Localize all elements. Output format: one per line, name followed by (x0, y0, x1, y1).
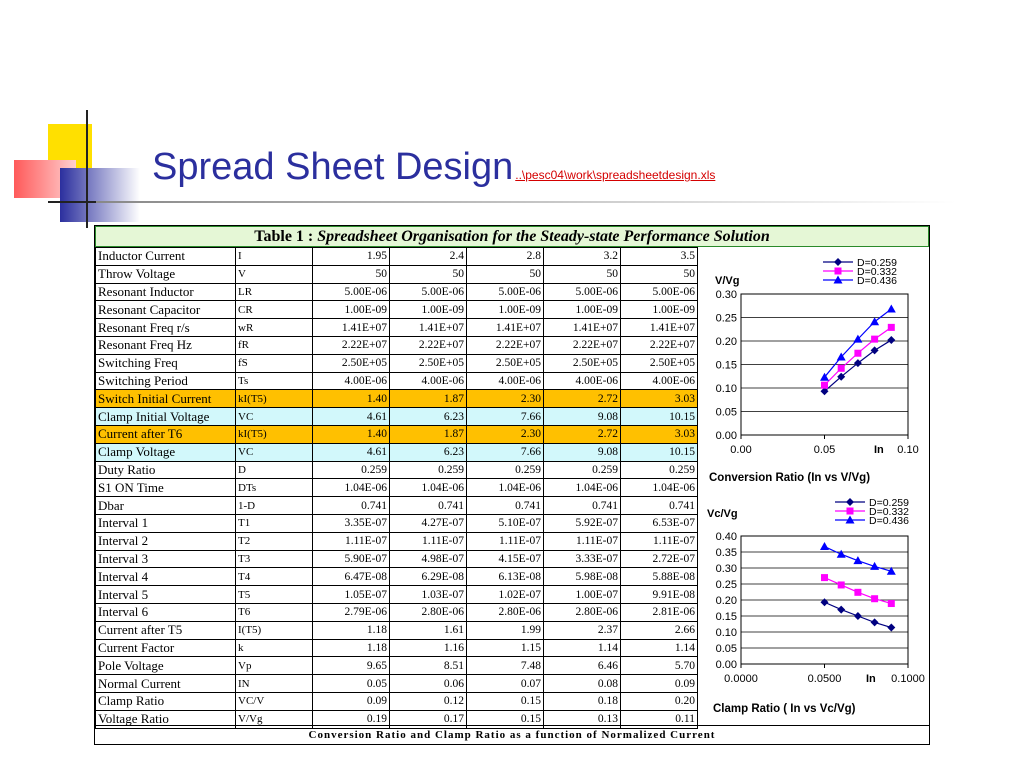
y-tick-label: 0.40 (715, 531, 737, 543)
value-cell[interactable]: 4.15E-07 (467, 550, 544, 568)
x-tick-label: 0.0000 (724, 673, 758, 685)
value-cell[interactable]: 3.33E-07 (544, 550, 621, 568)
value-cell[interactable]: 0.741 (544, 497, 621, 515)
y-tick-label: 0.20 (715, 336, 737, 348)
value-cell[interactable]: 0.19 (313, 710, 390, 728)
row-symbol[interactable]: IN (236, 675, 313, 693)
value-cell[interactable]: 1.00E-09 (621, 301, 698, 319)
value-cell[interactable]: 2.50E+05 (467, 354, 544, 372)
x-tick-label: 0.0500 (807, 673, 842, 685)
legend-marker (846, 498, 854, 506)
row-label[interactable]: Clamp Voltage (96, 443, 236, 461)
row-symbol[interactable]: kI(T5) (236, 390, 313, 408)
value-cell[interactable]: 5.88E-08 (621, 568, 698, 586)
value-cell[interactable]: 0.259 (390, 461, 467, 479)
legend-entry: D=0.259 (869, 497, 909, 509)
value-cell[interactable]: 6.47E-08 (313, 568, 390, 586)
value-cell[interactable]: 0.741 (313, 497, 390, 515)
value-cell[interactable]: 5.90E-07 (313, 550, 390, 568)
table-caption (95, 226, 929, 247)
y-tick-label: 0.05 (715, 406, 737, 419)
data-point (821, 382, 828, 389)
value-cell[interactable]: 1.04E-06 (544, 479, 621, 497)
conversion-ratio-chart (703, 250, 929, 484)
table-caption-prefix: Table 1 : (254, 228, 314, 245)
value-cell[interactable]: 2.22E+07 (544, 336, 621, 354)
table-row (96, 443, 698, 461)
value-cell[interactable]: 2.50E+05 (313, 354, 390, 372)
value-cell[interactable]: 4.00E-06 (390, 372, 467, 390)
table-row (96, 319, 698, 337)
value-cell[interactable]: 3.35E-07 (313, 514, 390, 532)
table-row (96, 639, 698, 657)
y-tick-label: 0.25 (715, 579, 737, 591)
value-cell[interactable]: 2.72E-07 (621, 550, 698, 568)
value-cell[interactable]: 1.11E-07 (313, 532, 390, 550)
value-cell[interactable]: 3.03 (621, 390, 698, 408)
value-cell[interactable]: 1.11E-07 (621, 532, 698, 550)
value-cell[interactable]: 6.29E-08 (390, 568, 467, 586)
value-cell[interactable]: 50 (390, 265, 467, 283)
value-cell[interactable]: 2.8 (467, 248, 544, 266)
y-tick-label: 0.35 (715, 547, 737, 559)
value-cell[interactable]: 1.04E-06 (390, 479, 467, 497)
value-cell[interactable]: 1.14 (544, 639, 621, 657)
table-caption-title: Spreadsheet Organisation for the Steady-state Performance Solution (317, 228, 770, 245)
data-point (871, 595, 878, 602)
value-cell[interactable]: 9.08 (544, 443, 621, 461)
value-cell[interactable]: 0.06 (390, 675, 467, 693)
chart-title: Clamp Ratio ( In vs Vc/Vg) (713, 703, 856, 715)
corner-ornament (0, 0, 150, 230)
row-symbol[interactable]: 1-D (236, 497, 313, 515)
value-cell[interactable]: 1.05E-07 (313, 586, 390, 604)
table-row (96, 568, 698, 586)
legend-marker (835, 268, 842, 275)
value-cell[interactable]: 1.00E-09 (313, 301, 390, 319)
row-symbol[interactable]: LR (236, 283, 313, 301)
row-label[interactable]: Normal Current (96, 675, 236, 693)
table-row (96, 283, 698, 301)
value-cell[interactable]: 2.66 (621, 621, 698, 639)
value-cell[interactable]: 2.80E-06 (390, 603, 467, 621)
value-cell[interactable]: 1.00E-07 (544, 586, 621, 604)
value-cell[interactable]: 6.23 (390, 443, 467, 461)
y-axis-label: Vc/Vg (707, 508, 738, 520)
spreadsheet-table (95, 247, 698, 729)
row-symbol[interactable]: V/Vg (236, 710, 313, 728)
chart-title: Conversion Ratio (In vs V/Vg) (709, 472, 871, 484)
slide-title-text: Spread Sheet Design (152, 146, 514, 188)
table-row (96, 248, 698, 266)
row-symbol[interactable]: T3 (236, 550, 313, 568)
value-cell[interactable]: 4.61 (313, 443, 390, 461)
y-tick-label: 0.30 (715, 563, 737, 575)
value-cell[interactable]: 5.92E-07 (544, 514, 621, 532)
table-row (96, 354, 698, 372)
ornament-vertical-line (86, 110, 88, 228)
value-cell[interactable]: 5.00E-06 (390, 283, 467, 301)
value-cell[interactable]: 1.41E+07 (390, 319, 467, 337)
value-cell[interactable]: 1.15 (467, 639, 544, 657)
x-axis-label: In (866, 673, 876, 685)
value-cell[interactable]: 1.99 (467, 621, 544, 639)
clamp-ratio-chart (703, 490, 929, 722)
value-cell[interactable]: 1.04E-06 (313, 479, 390, 497)
value-cell[interactable]: 1.87 (390, 425, 467, 443)
row-symbol[interactable]: Ts (236, 372, 313, 390)
value-cell[interactable]: 0.259 (544, 461, 621, 479)
value-cell[interactable]: 1.41E+07 (621, 319, 698, 337)
x-tick-label: 0.1000 (891, 673, 925, 685)
value-cell[interactable]: 0.07 (467, 675, 544, 693)
value-cell[interactable]: 1.41E+07 (544, 319, 621, 337)
table-row (96, 603, 698, 621)
value-cell[interactable]: 4.00E-06 (621, 372, 698, 390)
data-point (838, 365, 845, 372)
value-cell[interactable]: 0.15 (467, 710, 544, 728)
value-cell[interactable]: 1.11E-07 (467, 532, 544, 550)
y-tick-label: 0.15 (715, 611, 737, 623)
y-tick-label: 0.15 (715, 359, 737, 372)
value-cell[interactable]: 0.12 (390, 692, 467, 710)
table-row (96, 461, 698, 479)
value-cell[interactable]: 50 (467, 265, 544, 283)
value-cell[interactable]: 1.00E-09 (390, 301, 467, 319)
value-cell[interactable]: 0.05 (313, 675, 390, 693)
row-label[interactable]: Dbar (96, 497, 236, 515)
row-symbol[interactable]: kI(T5) (236, 425, 313, 443)
value-cell[interactable]: 3.5 (621, 248, 698, 266)
value-cell[interactable]: 3.03 (621, 425, 698, 443)
value-cell[interactable]: 0.259 (467, 461, 544, 479)
value-cell[interactable]: 5.00E-06 (313, 283, 390, 301)
value-cell[interactable]: 2.50E+05 (544, 354, 621, 372)
row-symbol[interactable]: DTs (236, 479, 313, 497)
value-cell[interactable]: 0.09 (621, 675, 698, 693)
value-cell[interactable]: 1.18 (313, 639, 390, 657)
value-cell[interactable]: 50 (544, 265, 621, 283)
value-cell[interactable]: 2.22E+07 (390, 336, 467, 354)
row-label[interactable]: Resonant Inductor (96, 283, 236, 301)
value-cell[interactable]: 1.40 (313, 390, 390, 408)
data-point (854, 350, 861, 357)
y-tick-label: 0.25 (715, 312, 737, 325)
spreadsheet-file-link[interactable]: ..\pesc04\work\spreadsheetdesign.xls (515, 168, 716, 182)
row-symbol[interactable]: CR (236, 301, 313, 319)
row-symbol[interactable]: wR (236, 319, 313, 337)
value-cell[interactable]: 9.91E-08 (621, 586, 698, 604)
row-label[interactable]: Interval 3 (96, 550, 236, 568)
value-cell[interactable]: 2.50E+05 (390, 354, 467, 372)
table-row (96, 425, 698, 443)
row-symbol[interactable]: T6 (236, 603, 313, 621)
value-cell[interactable]: 0.11 (621, 710, 698, 728)
legend-entry: D=0.259 (857, 257, 897, 269)
table-row (96, 675, 698, 693)
value-cell[interactable]: 50 (621, 265, 698, 283)
data-point (888, 324, 895, 331)
value-cell[interactable]: 2.80E-06 (544, 603, 621, 621)
x-tick-label: 0.05 (813, 444, 836, 456)
value-cell[interactable]: 0.259 (621, 461, 698, 479)
row-label[interactable]: Duty Ratio (96, 461, 236, 479)
value-cell[interactable]: 2.22E+07 (313, 336, 390, 354)
value-cell[interactable]: 1.04E-06 (467, 479, 544, 497)
data-point (821, 574, 828, 581)
row-label[interactable]: Interval 6 (96, 603, 236, 621)
legend-marker (834, 258, 842, 266)
y-tick-label: 0.10 (715, 627, 737, 639)
value-cell[interactable]: 0.15 (467, 692, 544, 710)
x-tick-label: 0.00 (730, 444, 752, 456)
legend-entry: D=0.436 (869, 515, 909, 527)
value-cell[interactable]: 0.741 (621, 497, 698, 515)
value-cell[interactable]: 1.14 (621, 639, 698, 657)
value-cell[interactable]: 1.11E-07 (390, 532, 467, 550)
value-cell[interactable]: 2.72 (544, 425, 621, 443)
table-row (96, 408, 698, 426)
row-label[interactable]: Current after T5 (96, 621, 236, 639)
value-cell[interactable]: 4.00E-06 (544, 372, 621, 390)
value-cell[interactable]: 0.741 (467, 497, 544, 515)
value-cell[interactable]: 1.18 (313, 621, 390, 639)
value-cell[interactable]: 1.00E-09 (544, 301, 621, 319)
value-cell[interactable]: 8.51 (390, 657, 467, 675)
table-row (96, 336, 698, 354)
value-cell[interactable]: 7.66 (467, 408, 544, 426)
value-cell[interactable]: 2.50E+05 (621, 354, 698, 372)
table-footer: Conversion Ratio and Clamp Ratio as a function of Normalized Current (95, 725, 929, 744)
value-cell[interactable]: 2.80E-06 (467, 603, 544, 621)
row-label[interactable]: Resonant Capacitor (96, 301, 236, 319)
row-label[interactable]: Interval 1 (96, 514, 236, 532)
row-label[interactable]: Clamp Initial Voltage (96, 408, 236, 426)
value-cell[interactable]: 5.10E-07 (467, 514, 544, 532)
value-cell[interactable]: 2.30 (467, 390, 544, 408)
row-label[interactable]: Switch Initial Current (96, 390, 236, 408)
value-cell[interactable]: 0.259 (313, 461, 390, 479)
value-cell[interactable]: 1.61 (390, 621, 467, 639)
row-symbol[interactable]: T4 (236, 568, 313, 586)
value-cell[interactable]: 0.20 (621, 692, 698, 710)
row-symbol[interactable]: VC/V (236, 692, 313, 710)
value-cell[interactable]: 1.95 (313, 248, 390, 266)
legend-marker (847, 508, 854, 515)
value-cell[interactable]: 2.79E-06 (313, 603, 390, 621)
data-point (838, 581, 845, 588)
value-cell[interactable]: 5.98E-08 (544, 568, 621, 586)
title-rule (96, 201, 956, 203)
ornament-blue-square (60, 168, 140, 222)
value-cell[interactable]: 0.17 (390, 710, 467, 728)
value-cell[interactable]: 0.08 (544, 675, 621, 693)
table-row (96, 390, 698, 408)
y-tick-label: 0.05 (715, 643, 737, 655)
x-tick-label: 0.10 (897, 444, 919, 456)
y-axis-label: V/Vg (715, 275, 740, 287)
value-cell[interactable]: 2.37 (544, 621, 621, 639)
y-tick-label: 0.00 (715, 430, 737, 442)
value-cell[interactable]: 5.00E-06 (621, 283, 698, 301)
slide-title (152, 146, 715, 189)
row-label[interactable]: Resonant Freq r/s (96, 319, 236, 337)
row-label[interactable]: Interval 5 (96, 586, 236, 604)
value-cell[interactable]: 4.61 (313, 408, 390, 426)
data-point (854, 589, 861, 596)
row-label[interactable]: Clamp Ratio (96, 692, 236, 710)
row-symbol[interactable]: I(T5) (236, 621, 313, 639)
legend-entry: D=0.332 (857, 266, 897, 278)
value-cell[interactable]: 6.23 (390, 408, 467, 426)
value-cell[interactable]: 0.741 (390, 497, 467, 515)
conversion-ratio-chart-svg (703, 250, 929, 484)
value-cell[interactable]: 4.27E-07 (390, 514, 467, 532)
row-label[interactable]: Switching Period (96, 372, 236, 390)
value-cell[interactable]: 0.13 (544, 710, 621, 728)
value-cell[interactable]: 6.46 (544, 657, 621, 675)
row-symbol[interactable]: VC (236, 408, 313, 426)
table-row (96, 532, 698, 550)
row-label[interactable]: Voltage Ratio (96, 710, 236, 728)
row-label[interactable]: Inductor Current (96, 248, 236, 266)
value-cell[interactable]: 50 (313, 265, 390, 283)
row-symbol[interactable]: fR (236, 336, 313, 354)
value-cell[interactable]: 0.09 (313, 692, 390, 710)
y-tick-label: 0.20 (715, 595, 737, 607)
table-row (96, 657, 698, 675)
value-cell[interactable]: 9.65 (313, 657, 390, 675)
row-symbol[interactable]: T1 (236, 514, 313, 532)
data-point (888, 600, 895, 607)
row-symbol[interactable]: V (236, 265, 313, 283)
row-label[interactable]: Pole Voltage (96, 657, 236, 675)
row-symbol[interactable]: I (236, 248, 313, 266)
row-label[interactable]: Current after T6 (96, 425, 236, 443)
row-symbol[interactable]: D (236, 461, 313, 479)
row-symbol[interactable]: T2 (236, 532, 313, 550)
value-cell[interactable]: 3.2 (544, 248, 621, 266)
value-cell[interactable]: 2.22E+07 (621, 336, 698, 354)
value-cell[interactable]: 1.41E+07 (313, 319, 390, 337)
value-cell[interactable]: 1.00E-09 (467, 301, 544, 319)
table-row (96, 372, 698, 390)
value-cell[interactable]: 6.53E-07 (621, 514, 698, 532)
value-cell[interactable]: 7.48 (467, 657, 544, 675)
value-cell[interactable]: 1.87 (390, 390, 467, 408)
value-cell[interactable]: 5.70 (621, 657, 698, 675)
data-point (871, 336, 878, 343)
legend-entry: D=0.332 (869, 506, 909, 518)
y-tick-label: 0.10 (715, 383, 737, 395)
value-cell[interactable]: 2.81E-06 (621, 603, 698, 621)
table-row (96, 514, 698, 532)
value-cell[interactable]: 4.98E-07 (390, 550, 467, 568)
value-cell[interactable]: 10.15 (621, 443, 698, 461)
value-cell[interactable]: 0.18 (544, 692, 621, 710)
table-row (96, 621, 698, 639)
value-cell[interactable]: 1.41E+07 (467, 319, 544, 337)
row-label[interactable]: Resonant Freq Hz (96, 336, 236, 354)
row-symbol[interactable]: Vp (236, 657, 313, 675)
y-tick-label: 0.00 (715, 659, 737, 671)
table-row (96, 497, 698, 515)
value-cell[interactable]: 6.13E-08 (467, 568, 544, 586)
row-label[interactable]: S1 ON Time (96, 479, 236, 497)
value-cell[interactable]: 5.00E-06 (544, 283, 621, 301)
row-label[interactable]: Interval 2 (96, 532, 236, 550)
clamp-ratio-chart-svg (703, 490, 929, 722)
value-cell[interactable]: 1.03E-07 (390, 586, 467, 604)
row-symbol[interactable]: VC (236, 443, 313, 461)
row-symbol[interactable]: T5 (236, 586, 313, 604)
row-symbol[interactable]: k (236, 639, 313, 657)
value-cell[interactable]: 1.02E-07 (467, 586, 544, 604)
value-cell[interactable]: 7.66 (467, 443, 544, 461)
x-axis-label: In (874, 444, 884, 456)
value-cell[interactable]: 4.00E-06 (313, 372, 390, 390)
value-cell[interactable]: 2.72 (544, 390, 621, 408)
table-row (96, 265, 698, 283)
table-row (96, 479, 698, 497)
value-cell[interactable]: 2.30 (467, 425, 544, 443)
row-symbol[interactable]: fS (236, 354, 313, 372)
row-label[interactable]: Switching Freq (96, 354, 236, 372)
row-label[interactable]: Interval 4 (96, 568, 236, 586)
table-row (96, 692, 698, 710)
value-cell[interactable]: 5.00E-06 (467, 283, 544, 301)
value-cell[interactable]: 9.08 (544, 408, 621, 426)
value-cell[interactable]: 1.04E-06 (621, 479, 698, 497)
value-cell[interactable]: 1.40 (313, 425, 390, 443)
value-cell[interactable]: 1.16 (390, 639, 467, 657)
legend-entry: D=0.436 (857, 275, 897, 287)
table-row (96, 301, 698, 319)
row-label[interactable]: Throw Voltage (96, 265, 236, 283)
value-cell[interactable]: 2.22E+07 (467, 336, 544, 354)
row-label[interactable]: Current Factor (96, 639, 236, 657)
value-cell[interactable]: 4.00E-06 (467, 372, 544, 390)
table-row (96, 550, 698, 568)
value-cell[interactable]: 10.15 (621, 408, 698, 426)
y-tick-label: 0.30 (715, 289, 737, 301)
value-cell[interactable]: 1.11E-07 (544, 532, 621, 550)
table-row (96, 586, 698, 604)
value-cell[interactable]: 2.4 (390, 248, 467, 266)
